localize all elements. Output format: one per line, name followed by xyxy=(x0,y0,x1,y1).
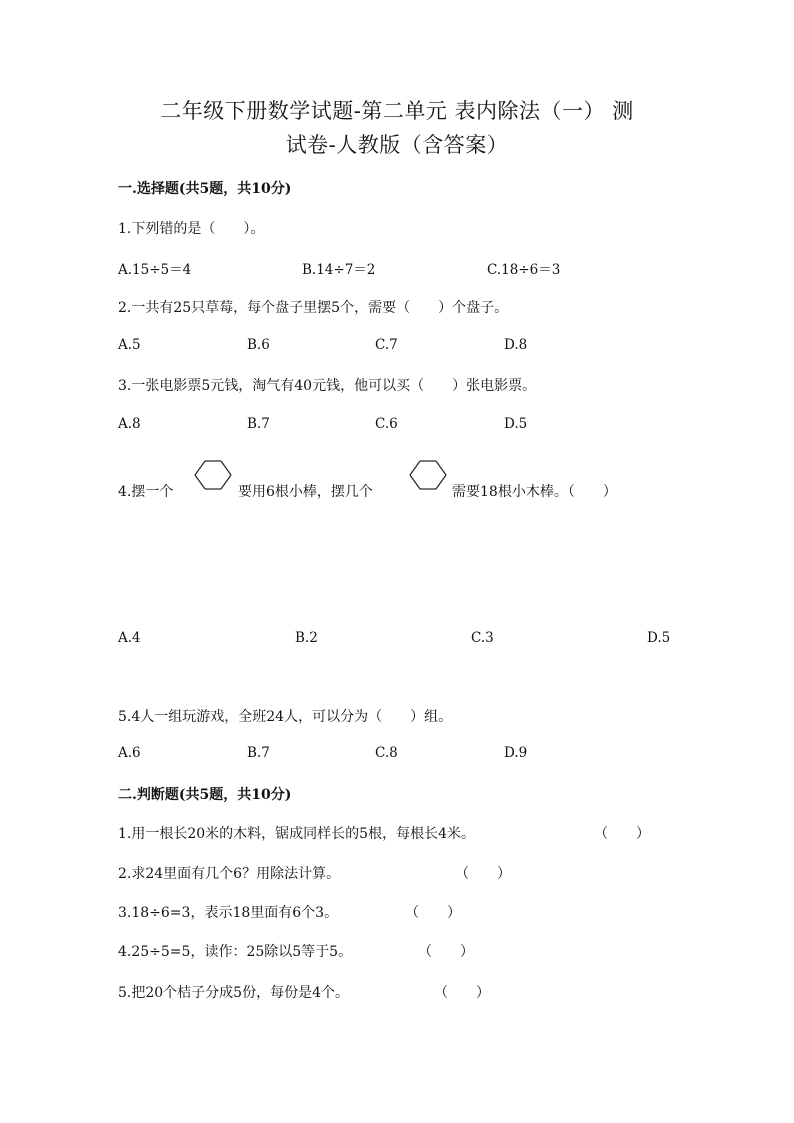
choice-option-1a: A.15÷5＝4 xyxy=(118,262,192,278)
choice-option-4a: A.4 xyxy=(118,630,141,646)
page-title-line-1: 二年级下册数学试题-第二单元 表内除法（一） 测 xyxy=(160,99,634,123)
choice-question-2: 2.一共有25只草莓，每个盘子里摆5个，需要（ ）个盘子。 xyxy=(118,300,509,316)
page-title-line-2: 试卷-人教版（含答案） xyxy=(285,133,509,157)
tf-answer-blank-5: （ ） xyxy=(434,985,490,1001)
tf-question-2: 2.求24里面有几个6？用除法计算。 xyxy=(118,866,341,882)
choice-option-4d: D.5 xyxy=(647,630,671,646)
choice-option-3a: A.8 xyxy=(118,416,141,432)
choice-question-1: 1.下列错的是（ ）。 xyxy=(118,221,265,237)
choice-option-4b: B.2 xyxy=(295,630,318,646)
tf-question-1: 1.用一根长20米的木料，锯成同样长的5根，每根长4米。 xyxy=(118,826,475,842)
choice-option-2d: D.8 xyxy=(504,337,528,353)
choice-question-4-part-c: 需要18根小木棒。（ ） xyxy=(452,484,617,500)
choice-option-2b: B.6 xyxy=(247,337,270,353)
tf-answer-blank-1: （ ） xyxy=(594,826,650,842)
section-heading-true-false: 二.判断题(共5题，共10分) xyxy=(118,787,292,803)
tf-question-4: 4.25÷5=5，读作：25除以5等于5。 xyxy=(118,944,353,960)
choice-option-3d: D.5 xyxy=(504,416,528,432)
choice-question-5: 5.4人一组玩游戏，全班24人，可以分为（ ）组。 xyxy=(118,709,453,725)
choice-option-5a: A.6 xyxy=(118,745,141,761)
choice-option-5d: D.9 xyxy=(504,745,528,761)
choice-option-5c: C.8 xyxy=(375,745,398,761)
tf-answer-blank-2: （ ） xyxy=(455,866,511,882)
choice-question-4-part-b: 要用6根小棒，摆几个 xyxy=(238,484,373,500)
hexagon-icon xyxy=(408,458,448,492)
choice-option-3b: B.7 xyxy=(247,416,270,432)
choice-option-4c: C.3 xyxy=(471,630,494,646)
tf-answer-blank-4: （ ） xyxy=(418,944,474,960)
choice-option-3c: C.6 xyxy=(375,416,398,432)
tf-question-3: 3.18÷6=3，表示18里面有6个3。 xyxy=(118,905,339,921)
hexagon-icon xyxy=(193,458,233,492)
tf-answer-blank-3: （ ） xyxy=(405,905,461,921)
choice-option-5b: B.7 xyxy=(247,745,270,761)
choice-option-2c: C.7 xyxy=(375,337,398,353)
choice-option-1c: C.18÷6＝3 xyxy=(487,262,561,278)
section-heading-choice: 一.选择题(共5题，共10分) xyxy=(118,181,292,197)
choice-question-4-part-a: 4.摆一个 xyxy=(118,484,174,500)
choice-option-2a: A.5 xyxy=(118,337,141,353)
choice-option-1b: B.14÷7＝2 xyxy=(302,262,376,278)
tf-question-5: 5.把20个桔子分成5份，每份是4个。 xyxy=(118,985,349,1001)
choice-question-3: 3.一张电影票5元钱，淘气有40元钱，他可以买（ ）张电影票。 xyxy=(118,378,537,394)
